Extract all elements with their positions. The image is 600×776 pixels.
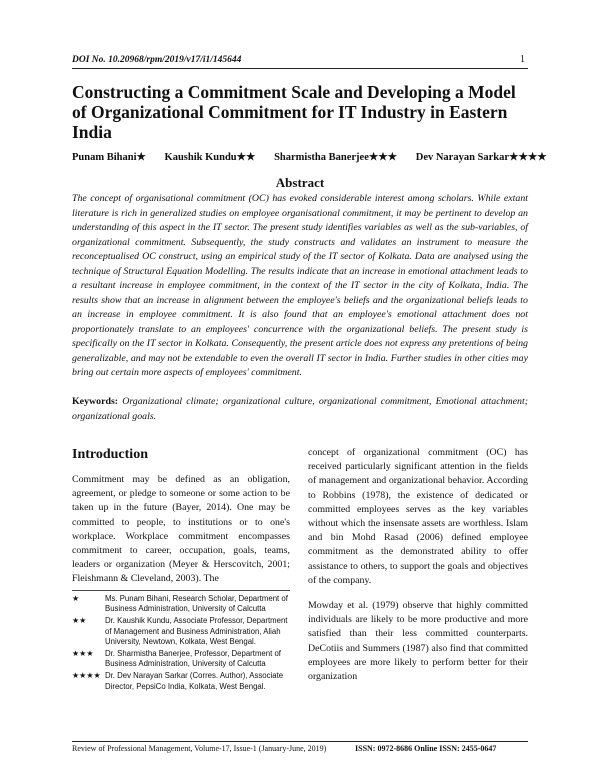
footnote-mark: ★★★ bbox=[72, 649, 94, 659]
intro-paragraph: Commitment may be defined as an obligation, agreement, or pledge to someone or some action to be taken up in the future (Bayer, 2014). One may be committed to people, to institutions or to one's workplace. Workplace commitment encompasses commitment to career, occupation, goals, teams, leaders or organization (Meyer & Herscovitch, 2001; Fleishmann & Cleveland, 2003). The bbox=[72, 474, 290, 585]
introduction-heading: Introduction bbox=[72, 447, 148, 462]
keywords-label: Keywords: bbox=[72, 396, 119, 407]
doi-header: DOI No. 10.20968/rpm/2019/v17/i1/145644 bbox=[72, 55, 242, 65]
footnote-item bbox=[72, 616, 290, 647]
right-column bbox=[308, 446, 528, 684]
journal-footer: Review of Professional Management, Volume-17, Issue-1 (January-June, 2019) bbox=[72, 744, 327, 753]
footnote-text: Ms. Punam Bihani, Research Scholar, Department of Business Administration, University of Calcutta bbox=[105, 594, 288, 614]
footnote-item bbox=[72, 671, 290, 691]
footnote-text: Dr. Dev Narayan Sarkar (Corres. Author), Associate Director, PepsiCo India, Kolkata, West Bengal. bbox=[105, 671, 284, 691]
footnote-mark: ★★ bbox=[72, 616, 87, 626]
abstract-text: The concept of organisational commitment (OC) has evoked considerable interest among scholars. While extant literature is rich in generalized studies on employee organisational commitment, it may be pertinent to develop an understanding of this aspect in the IT sector. The present study identifies variables as well as the sub-variables, of organizational commitment. Subsequently, the study constructs and validates an instrument to measure the reconceptualised OC construct, using an empirical study of the IT sector of Kolkata. Data are analysed using the technique of Structural Equation Modelling. The results indicate that an increase in emotional attachment leads to a resultant increase in employee commitment, in the context of the IT sector in the city of Kolkata, India. The results show that an increase in alignment between the employee's beliefs and the organizational beliefs leads to an increase in employee commitment. It is also found that an employee's emotional attachment does not proportionately translate to an employees' concurrence with the organizational beliefs. The present study is specifically on the IT sector in Kolkata. Consequently, the present article does not express any pretentions of being generalizable, and may not be extendable to even the overall IT sector in India. Further studies in other cities may bring out certain more aspects of employees' commitment. bbox=[72, 193, 528, 378]
issn-footer: ISSN: 0972-8686 Online ISSN: 2455-0647 bbox=[355, 744, 497, 753]
footnote-list bbox=[72, 594, 290, 694]
abstract-heading: Abstract bbox=[275, 175, 325, 190]
footnote-item bbox=[72, 649, 290, 669]
intro-paragraph: concept of organizational commitment (OC) has received particularly significant attention in the fields of management and organizational behavior. According to Robbins (1978), the existence of dedicated or committed employees serves as the key variables without which the insensate assets are worthless. Islam and bin Mohd Rasad (2006) defined employee commitment as the demonstrated ability to offer assistance to others, to support the goals and objectives of the company. bbox=[308, 447, 528, 586]
author-name: Dev Narayan Sarkar★★★★ bbox=[415, 152, 547, 163]
footnote-item bbox=[72, 594, 290, 614]
left-column bbox=[72, 446, 290, 587]
footnote-mark: ★★★★ bbox=[72, 671, 101, 681]
paper-title: Constructing a Commitment Scale and Developing a Model of Organizational Commitment for IT Industry in Eastern India bbox=[72, 82, 516, 142]
intro-paragraph: Mowday et al. (1979) observe that highly committed individuals are likely to be more productive and more satisfied than their less committed counterparts. DeCotiis and Summers (1987) also find that committed employees are more likely to perform better for their organization bbox=[308, 600, 528, 683]
author-list bbox=[72, 151, 547, 163]
keywords-line bbox=[72, 395, 528, 424]
author-name: Sharmistha Banerjee★★★ bbox=[274, 152, 398, 163]
footnote-text: Dr. Sharmistha Banerjee, Professor, Department of Business Administration, University of Calcutta bbox=[105, 649, 281, 669]
author-name: Kaushik Kundu★★ bbox=[164, 152, 256, 163]
footnote-mark: ★ bbox=[72, 594, 80, 603]
footer-divider bbox=[72, 741, 528, 742]
footnote-text: Dr. Kaushik Kundu, Associate Professor, Department of Management and Business Administration, Aliah University, Newtown, Kolkata, West Bengal. bbox=[105, 616, 288, 646]
footnote-divider bbox=[72, 590, 290, 591]
keywords-text: Organizational climate; organizational culture, organizational commitment, Emotional attachment; organizational goals. bbox=[72, 396, 528, 422]
header-divider bbox=[72, 68, 528, 69]
author-name: Punam Bihani★ bbox=[72, 152, 146, 163]
page-number: 1 bbox=[520, 54, 525, 65]
